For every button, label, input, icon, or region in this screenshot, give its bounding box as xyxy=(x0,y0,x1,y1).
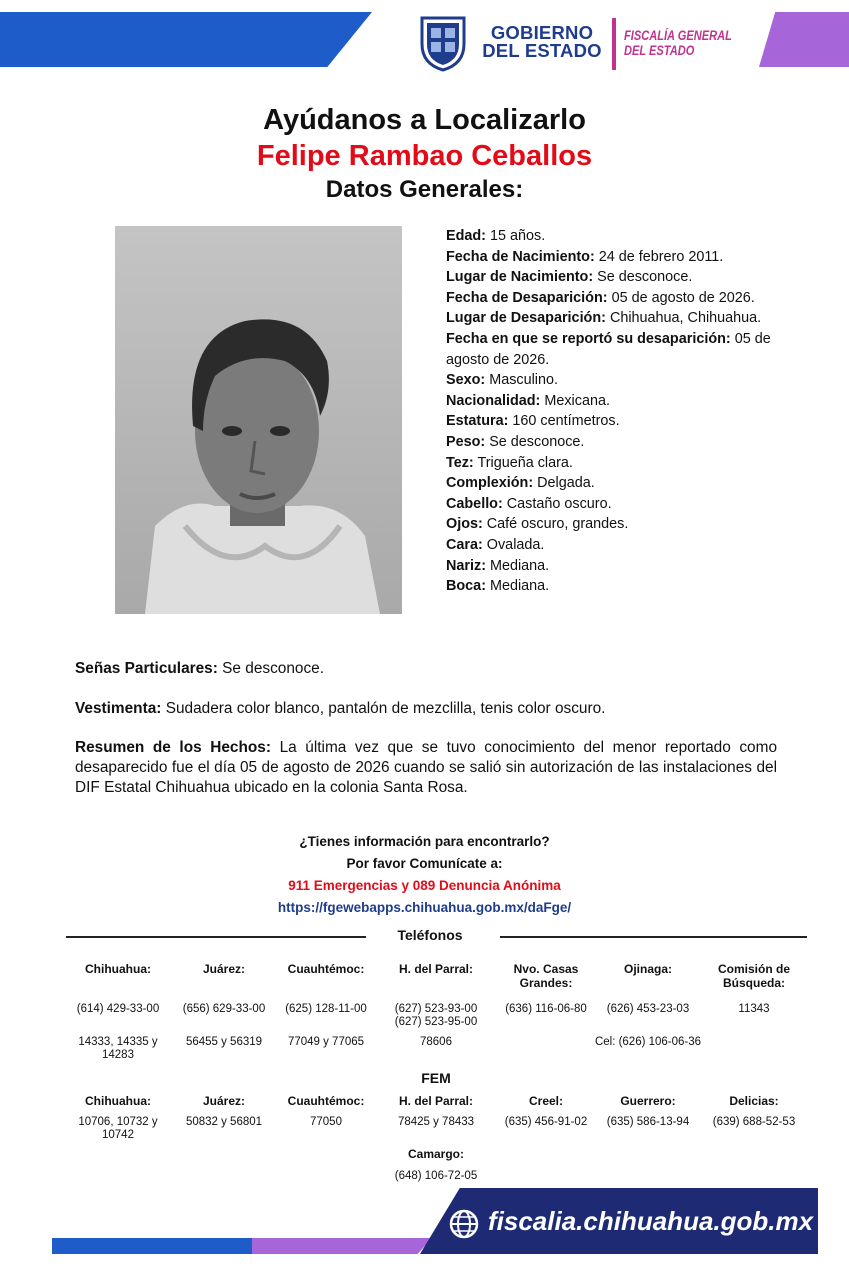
general-data-value: Mediana. xyxy=(489,578,550,595)
general-data-row xyxy=(446,556,776,577)
gobierno-line-1: GOBIERNO xyxy=(490,22,594,43)
telefonos-phone: (625) 128-11-00 xyxy=(285,1003,367,1015)
fem-phone: (639) 688-52-53 xyxy=(712,1116,796,1128)
telefonos-header xyxy=(64,963,172,977)
resumen-hechos xyxy=(75,738,777,798)
report-url-link[interactable]: https://fgewebapps.chihuahua.gob.mx/daFge/ xyxy=(277,900,572,915)
emergency-numbers: 911 Emergencias y 089 Denuncia Anónima xyxy=(288,878,561,893)
general-data-label: Cabello: xyxy=(446,495,503,512)
fem-phone: 10706, 10732 y 10742 xyxy=(78,1116,158,1141)
page-title: Ayúdanos a Localizarlo xyxy=(263,104,586,136)
general-data-label: Nariz: xyxy=(446,557,486,574)
general-data-row xyxy=(446,267,776,288)
footer-blue-band xyxy=(52,1238,252,1254)
general-data-label: Tez: xyxy=(446,454,474,471)
resumen-label: Resumen de los Hechos: xyxy=(75,739,271,756)
fem-header-text: H. del Parral: xyxy=(398,1094,474,1108)
general-data-value: 05 de agosto de 2026. xyxy=(446,330,771,368)
fem-header xyxy=(594,1095,702,1109)
general-data-label: Boca: xyxy=(446,578,486,595)
general-data-label: Lugar de Nacimiento: xyxy=(446,269,594,286)
missing-person-name: Felipe Rambao Ceballos xyxy=(256,140,593,172)
section-subtitle: Datos Generales: xyxy=(325,176,524,203)
fem-phone: 77050 xyxy=(310,1116,342,1128)
fem-label: FEM xyxy=(421,1070,451,1086)
general-data-value: Masculino. xyxy=(489,372,558,389)
general-data-value: 05 de agosto de 2026. xyxy=(611,289,755,306)
senas-label: Señas Particulares: xyxy=(75,660,218,677)
telefonos-phone: 11343 xyxy=(738,1003,770,1015)
fem-header xyxy=(700,1095,808,1109)
general-data-label: Fecha en que se reportó su desaparición: xyxy=(446,330,731,347)
vestimenta-value: Sudadera color blanco, pantalón de mezclilla, tenis color oscuro. xyxy=(165,700,606,717)
camargo-phone: (648) 106-72-05 xyxy=(394,1170,478,1182)
general-data-value: Delgada. xyxy=(537,475,595,492)
general-data-row xyxy=(446,370,776,391)
telefonos-extension: 78606 xyxy=(420,1036,452,1048)
camargo-label: Camargo: xyxy=(407,1147,464,1161)
telefonos-phone: (656) 629-33-00 xyxy=(182,1003,266,1015)
telefonos-extension: 14333, 14335 y 14283 xyxy=(78,1036,158,1061)
telefonos-header xyxy=(170,963,278,977)
general-data-label: Cara: xyxy=(446,536,483,553)
camargo-header xyxy=(376,1148,496,1162)
fem-phone: 50832 y 56801 xyxy=(185,1116,263,1128)
general-data-label: Peso: xyxy=(446,433,486,450)
general-data-value: 15 años. xyxy=(489,228,546,244)
fem-phone: (635) 586-13-94 xyxy=(606,1116,690,1128)
fem-header-text: Creel: xyxy=(528,1094,563,1108)
general-data-row xyxy=(446,576,776,597)
general-data-value: Chihuahua, Chihuahua. xyxy=(609,310,762,327)
fem-header-text: Delicias: xyxy=(729,1094,779,1108)
telefonos-header-text: Comisión de Búsqueda: xyxy=(717,962,790,990)
telefonos-extension: 56455 y 56319 xyxy=(185,1036,263,1048)
telefonos-rule-right xyxy=(500,936,807,938)
telefonos-header-text: Chihuahua: xyxy=(85,962,151,976)
telefonos-header xyxy=(700,963,808,991)
header-divider xyxy=(612,18,616,70)
general-data-row xyxy=(446,308,776,329)
general-data-row xyxy=(446,391,776,412)
telefonos-header-text: H. del Parral: xyxy=(398,962,474,976)
general-data-row xyxy=(446,329,776,370)
general-data-value: Se desconoce. xyxy=(489,433,585,450)
general-data-label: Estatura: xyxy=(446,413,509,430)
general-data-label: Lugar de Desaparición: xyxy=(446,310,606,327)
general-data-value: Se desconoce. xyxy=(597,269,693,286)
general-data-row xyxy=(446,514,776,535)
general-data-value: Ovalada. xyxy=(486,536,545,553)
telefonos-phone: (626) 453-23-03 xyxy=(606,1003,690,1015)
general-data-row xyxy=(446,535,776,556)
fem-header-text: Juárez: xyxy=(202,1094,246,1108)
fem-header-text: Cuauhtémoc: xyxy=(287,1094,365,1108)
telefonos-header-text: Ojinaga: xyxy=(623,962,672,976)
footer-website-link[interactable]: fiscalia.chihuahua.gob.mx xyxy=(488,1206,814,1236)
fem-header-text: Guerrero: xyxy=(620,1094,676,1108)
telefonos-label: Teléfonos xyxy=(397,927,463,943)
general-data-row xyxy=(446,288,776,309)
telefonos-header xyxy=(382,963,490,977)
general-data-value: Mediana. xyxy=(489,557,550,574)
contact-please: Por favor Comunícate a: xyxy=(346,856,503,871)
telefonos-phone: (614) 429-33-00 xyxy=(76,1003,160,1015)
fem-header xyxy=(170,1095,278,1109)
general-data-value: 160 centímetros. xyxy=(512,413,620,430)
telefonos-extension: 77049 y 77065 xyxy=(287,1036,365,1048)
general-data-row xyxy=(446,473,776,494)
general-data-label: Edad: xyxy=(446,228,486,244)
general-data-label: Nacionalidad: xyxy=(446,392,541,409)
general-data-label: Fecha de Nacimiento: xyxy=(446,248,595,265)
footer-purple-band xyxy=(252,1238,432,1254)
state-shield-icon xyxy=(418,14,468,72)
fiscalia-logo-text xyxy=(624,28,732,58)
general-data-value: Mexicana. xyxy=(544,392,610,409)
general-data-row xyxy=(446,432,776,453)
resumen-value: La última vez que se tuvo conocimiento del menor reportado como desaparecido fue el día 05 de agosto de 2026 cuando se salió sin autorización de las instalaciones del DIF Estatal Chihuahua ubicado en la colonia Santa Rosa. xyxy=(75,739,777,796)
general-data-value: Café oscuro, grandes. xyxy=(486,516,629,533)
general-data-row xyxy=(446,226,776,247)
fem-header xyxy=(382,1095,490,1109)
senas-value: Se desconoce. xyxy=(222,660,324,677)
telefonos-phone: (636) 116-06-80 xyxy=(505,1003,587,1015)
telefonos-header-text: Juárez: xyxy=(202,962,246,976)
telefonos-header-text: Nvo. Casas Grandes: xyxy=(513,962,579,990)
general-data-value: Trigueña clara. xyxy=(477,454,573,471)
general-data-value: Castaño oscuro. xyxy=(506,495,612,512)
fiscalia-line-1: FISCALÍA GENERAL xyxy=(624,28,732,43)
header-blue-band xyxy=(0,12,372,67)
telefonos-phone: (627) 523-93-00 (627) 523-95-00 xyxy=(394,1003,478,1028)
telefonos-header xyxy=(594,963,702,977)
fem-phone: (635) 456-91-02 xyxy=(504,1116,588,1128)
fem-header xyxy=(64,1095,172,1109)
general-data-label: Complexión: xyxy=(446,475,534,492)
general-data-row xyxy=(446,247,776,268)
fem-header-text: Chihuahua: xyxy=(85,1094,151,1108)
globe-icon xyxy=(448,1208,480,1240)
person-photo-icon xyxy=(115,226,402,614)
person-photo xyxy=(115,226,402,614)
fiscalia-line-2: DEL ESTADO xyxy=(624,43,695,58)
general-data-list xyxy=(446,226,776,597)
general-data-label: Ojos: xyxy=(446,516,483,533)
general-data-row xyxy=(446,453,776,474)
gobierno-line-2: DEL ESTADO xyxy=(482,40,602,61)
fem-header xyxy=(492,1095,600,1109)
contact-question: ¿Tienes información para encontrarlo? xyxy=(299,834,550,849)
general-data-label: Fecha de Desaparición: xyxy=(446,289,608,306)
fem-header xyxy=(272,1095,380,1109)
telefonos-header xyxy=(492,963,600,991)
vestimenta-label: Vestimenta: xyxy=(75,700,162,717)
telefonos-extension: Cel: (626) 106-06-36 xyxy=(594,1036,702,1048)
general-data-value: 24 de febrero 2011. xyxy=(598,248,724,265)
vestimenta xyxy=(75,699,777,719)
general-data-row xyxy=(446,411,776,432)
fem-phone: 78425 y 78433 xyxy=(397,1116,475,1128)
senas-particulares xyxy=(75,659,777,679)
general-data-row xyxy=(446,494,776,515)
telefonos-rule-left xyxy=(66,936,366,938)
header-purple-band xyxy=(759,12,849,67)
telefonos-header-text: Cuauhtémoc: xyxy=(287,962,365,976)
general-data-label: Sexo: xyxy=(446,372,486,389)
gobierno-logo-text xyxy=(476,24,608,60)
telefonos-header xyxy=(272,963,380,977)
